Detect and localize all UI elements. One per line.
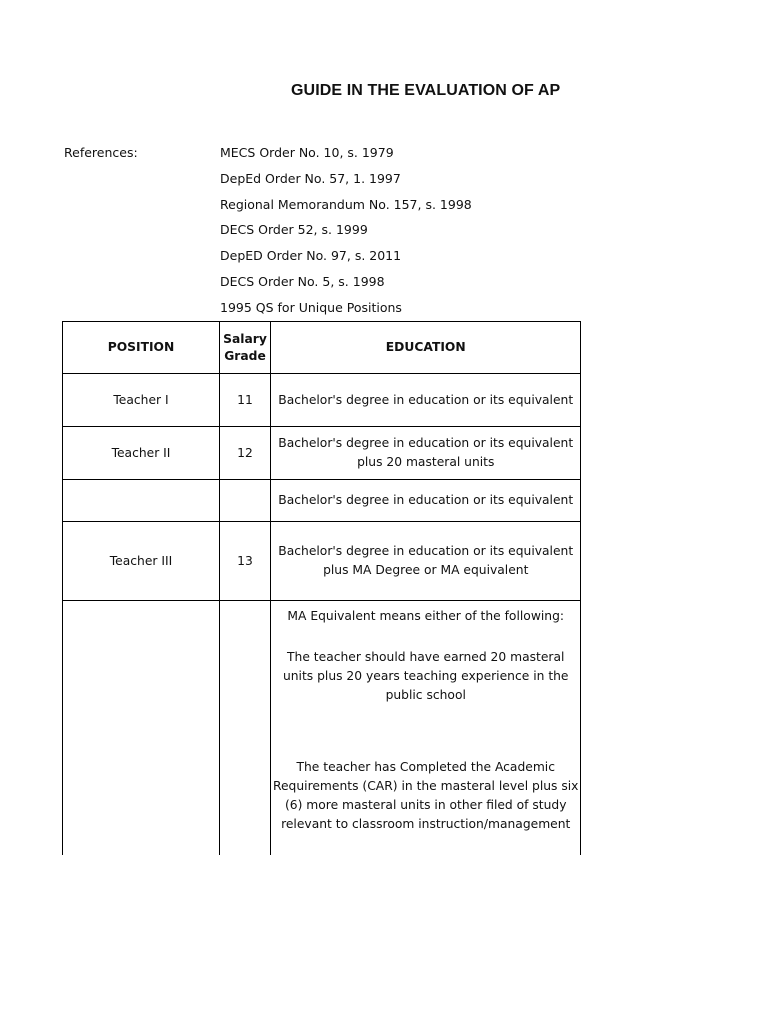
education-cell — [271, 522, 581, 601]
references-label: References: — [64, 145, 138, 160]
salary-grade-cell: 12 — [220, 427, 271, 480]
education-line: Bachelor's degree in education or its equivalent — [278, 392, 574, 407]
header-position: POSITION — [63, 322, 220, 374]
option-line: units plus 20 years teaching experience in the — [282, 669, 569, 683]
education-line: plus 20 masteral units — [357, 455, 495, 469]
reference-item: DECS Order 52, s. 1999 — [220, 222, 368, 238]
option-line: The teacher has Completed the Academic — [296, 760, 555, 774]
position-cell: Teacher II — [63, 427, 220, 480]
option-line: public school — [385, 688, 466, 702]
salary-grade-cell: 13 — [220, 522, 271, 601]
table-row — [63, 374, 581, 427]
document-title: GUIDE IN THE EVALUATION OF AP — [291, 82, 561, 99]
option-line: Requirements (CAR) in the masteral level plus six — [273, 779, 579, 793]
reference-item: Regional Memorandum No. 157, s. 1998 — [220, 196, 472, 212]
option-line: (6) more masteral units in other filed of study — [284, 798, 567, 812]
title-container — [60, 80, 575, 106]
education-line: Bachelor's degree in education or its equivalent — [278, 493, 574, 507]
table-row — [63, 480, 581, 522]
reference-item: DECS Order No. 5, s. 1998 — [220, 273, 385, 289]
education-cell — [271, 374, 581, 427]
education-line: Bachelor's degree in education or its equivalent — [278, 544, 574, 558]
table-row — [63, 427, 581, 480]
ma-equivalent-intro: MA Equivalent means either of the following: — [287, 609, 565, 623]
education-line: plus MA Degree or MA equivalent — [323, 563, 529, 577]
reference-item: DepED Order No. 97, s. 2011 — [220, 248, 402, 264]
education-cell — [271, 427, 581, 480]
education-cell — [271, 480, 581, 522]
salary-grade-cell — [220, 601, 271, 855]
position-cell — [63, 480, 220, 522]
header-education: EDUCATION — [271, 322, 581, 374]
position-cell: Teacher III — [63, 522, 220, 601]
table-header-row — [63, 322, 581, 374]
reference-item: DepEd Order No. 57, 1. 1997 — [220, 170, 401, 186]
option-line: The teacher should have earned 20 masteral — [287, 650, 565, 664]
position-cell — [63, 601, 220, 855]
header-salary-grade-line1: Salary — [223, 331, 267, 346]
header-salary-grade-line2: Grade — [224, 348, 266, 363]
ma-equivalent-option-2 — [273, 758, 578, 834]
ma-equivalent-option-1 — [273, 648, 578, 705]
position-cell: Teacher I — [63, 374, 220, 427]
ma-equivalent-cell — [271, 601, 581, 855]
reference-item: 1995 QS for Unique Positions — [220, 299, 402, 315]
option-line: relevant to classroom instruction/management — [281, 817, 571, 831]
salary-grade-cell: 11 — [220, 374, 271, 427]
references-list — [220, 145, 472, 326]
salary-grade-cell — [220, 480, 271, 522]
table-row — [63, 522, 581, 601]
table-row-ma-equivalent — [63, 601, 581, 855]
qualification-table — [62, 321, 581, 855]
education-line: Bachelor's degree in education or its equivalent — [278, 436, 574, 450]
header-salary-grade — [220, 322, 271, 374]
reference-item: MECS Order No. 10, s. 1979 — [220, 145, 394, 160]
